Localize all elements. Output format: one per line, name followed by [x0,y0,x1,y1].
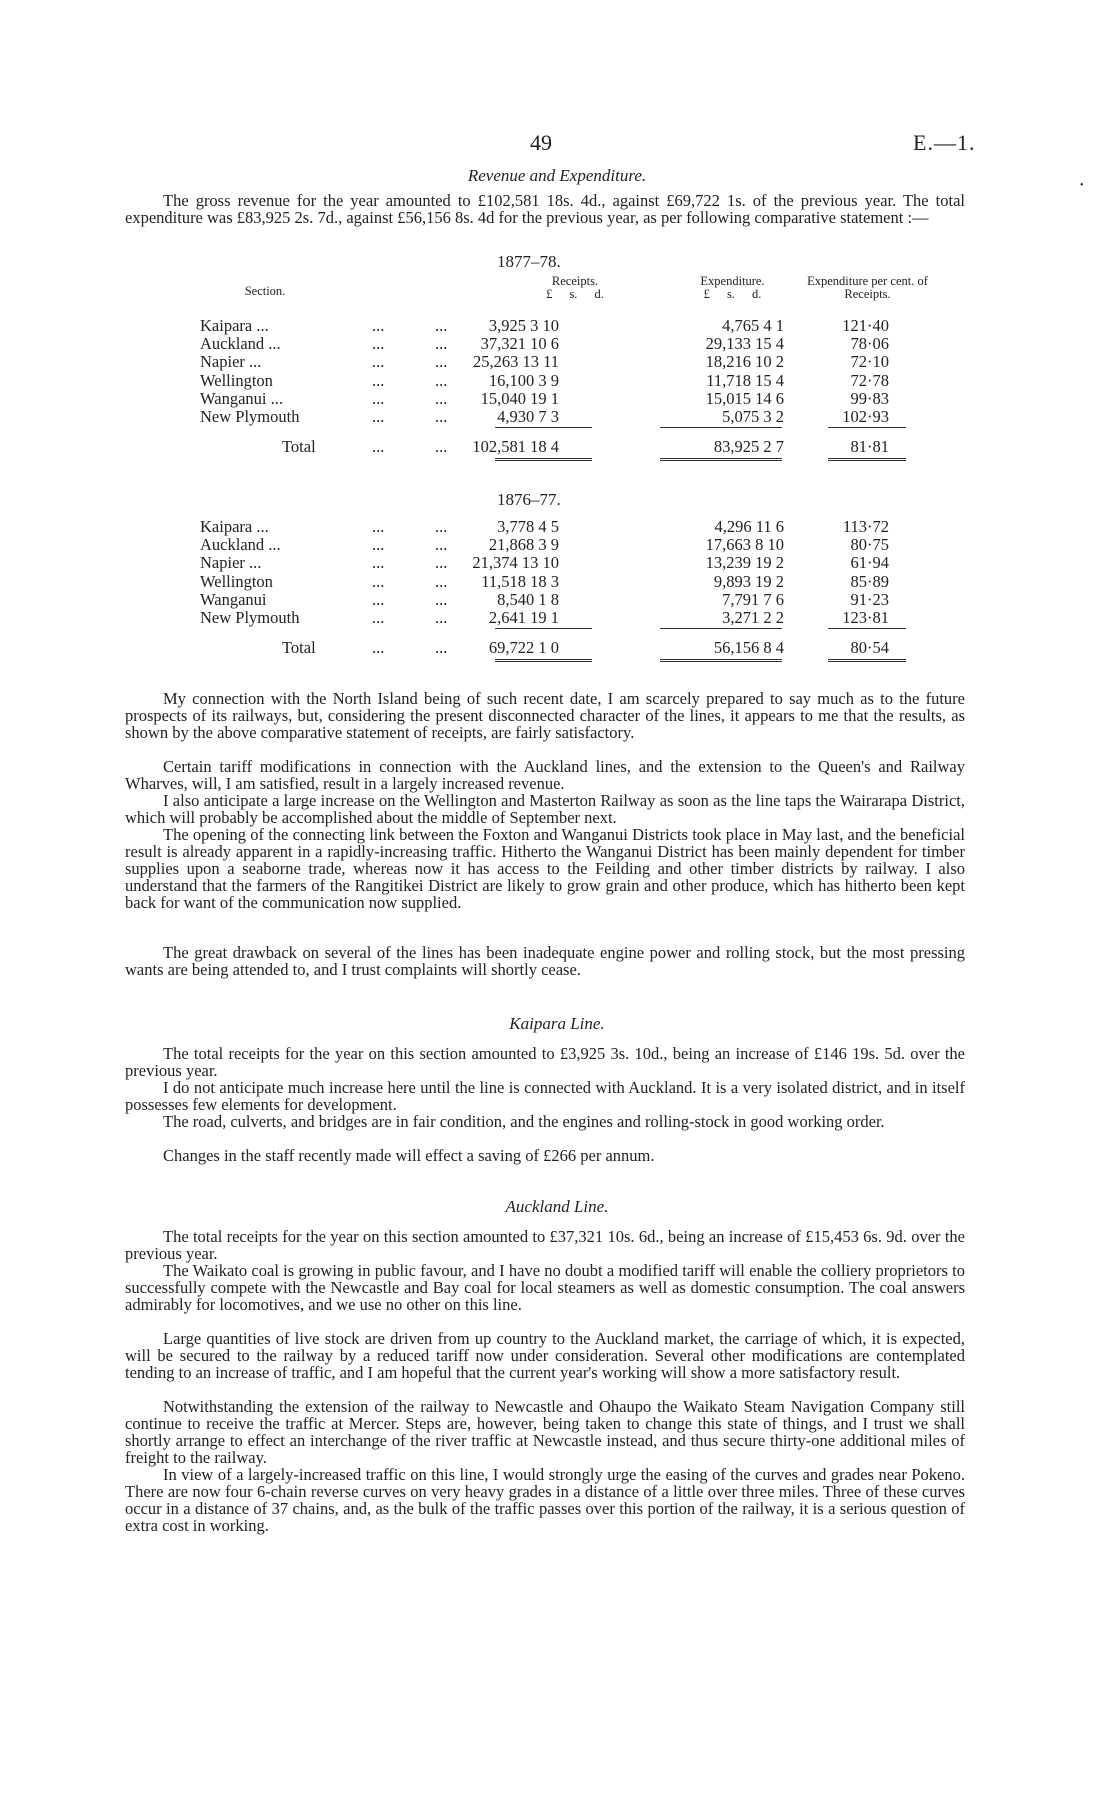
revenue-intro-paragraph: The gross revenue for the year amounted to £102,581 18s. 4d., against £69,722 1s. of the previous year. The total expenditure was £83,925 2s. 7d., against £56,156 8s. 4d for the previous year, as per following comparative statement :— [125,191,965,227]
leader-dots: ... [372,437,385,457]
section-name: New Plymouth [200,407,300,426]
margin-mark: • [1080,180,1084,191]
y1877-table-row [0,371,1114,388]
total-rule [660,659,782,662]
leader-dots: ... [435,571,448,591]
leader-dots: ... [372,589,385,609]
para-wellington: I also anticipate a large increase on the Wellington and Masterton Railway as soon as the line taps the Wairarapa District, which will probably be accomplished about the middle of September next. [125,791,965,827]
percent-value: 72·78 [850,370,889,390]
para-tariff: Certain tariff modifications in connection with the Auckland lines, and the extension to the Queen's and Railway Wharves, will, I am satisfied, result in a largely increased revenue. [125,757,965,793]
expenditure-value: 17,663 8 10 [705,535,784,555]
total-label: Total [282,437,316,457]
receipts-value: 21,374 13 10 [472,553,559,573]
section-name: Napier ... [200,553,262,573]
expenditure-value: 15,015 14 6 [705,388,784,408]
col-receipts-header: Receipts. £ s. d. [546,274,604,301]
kaipara-para-increase: I do not anticipate much increase here until the line is connected with Auckland. It is a very isolated district, and in itself possesses few elements for development. [125,1078,965,1114]
y1877-table-row [0,316,1114,333]
percent-value: 121·40 [842,316,889,335]
kaipara-para-staff: Changes in the staff recently made will effect a saving of £266 per annum. [163,1146,655,1165]
total-receipts: 102,581 18 4 [472,437,559,457]
percent-value: 80·75 [850,535,889,555]
receipts-value: 25,263 13 11 [472,352,559,372]
receipts-value: 21,868 3 9 [488,535,559,555]
expenditure-value: 13,239 19 2 [705,553,784,573]
auckland-para-curves: In view of a largely-increased traffic on this line, I would strongly urge the easing of the curves and grades near Pokeno. There are now four 6-chain reverse curves on very heavy grades in a distance of a little over three miles. Three of these curves occur in a distance of 37 chains, and, as the bulk of the traffic passes over this portion of the railway, it is a serious question of extra cost in working. [125,1465,965,1535]
section-name: Wanganui [200,589,267,609]
year-heading-1876: 1876–77. [497,490,561,509]
total-rule [660,458,782,461]
total-expenditure: 56,156 8 4 [713,638,784,658]
section-name: Kaipara ... [200,316,269,335]
y1877-table-row [0,334,1114,354]
revenue-heading: Revenue and Expenditure. [467,166,647,185]
leader-dots: ... [372,608,385,627]
total-label: Total [282,638,316,658]
leader-dots: ... [372,370,385,390]
sum-rule [495,427,592,428]
leader-dots: ... [435,407,448,426]
col-percent-header: Expenditure per cent. of Receipts. [807,274,928,301]
sum-rule [828,628,906,629]
total-rule [828,659,906,662]
expenditure-value: 7,791 7 6 [722,589,784,609]
receipts-value: 11,518 18 3 [481,571,559,591]
total-rule [495,659,592,662]
leader-dots: ... [435,437,448,457]
leader-dots: ... [372,638,385,658]
page-number: 49 [530,130,552,155]
leader-dots: ... [435,370,448,390]
receipts-value: 2,641 19 1 [488,608,559,627]
section-name: Auckland ... [200,334,281,354]
leader-dots: ... [372,352,385,372]
leader-dots: ... [435,334,448,354]
leader-dots: ... [372,535,385,555]
y1876-table-row [0,535,1114,555]
total-expenditure: 83,925 2 7 [713,437,784,457]
leader-dots: ... [372,553,385,573]
percent-value: 85·89 [850,571,889,591]
section-name: Napier ... [200,352,262,372]
expenditure-value: 9,893 19 2 [713,571,784,591]
y1877-table-row [0,352,1114,372]
receipts-value: 4,930 7 3 [497,407,559,426]
total-percent: 81·81 [850,437,889,457]
para-drawback: The great drawback on several of the lines has been inadequate engine power and rolling stock, but the most pressing wants are being attended to, and I trust complaints will shortly cease. [125,943,965,979]
auckland-para-navigation: Notwithstanding the extension of the railway to Newcastle and Ohaupo the Waikato Steam Navigation Company still continue to receive the traffic at Mercer. Steps are, however, being taken to change this state of things, and I trust we shall shortly arrange to effect an interchange of the river traffic at Newcastle instead, and thus secure thirty-one additional miles of freight to the railway. [125,1397,965,1467]
total-rule [495,458,592,461]
section-name: Wellington [200,571,273,591]
leader-dots: ... [435,608,448,627]
sum-rule [495,628,592,629]
leader-dots: ... [372,517,385,536]
leader-dots: ... [435,316,448,335]
leader-dots: ... [435,638,448,658]
para-connection: My connection with the North Island being of such recent date, I am scarcely prepared to say much as to the future prospects of its railways, but, considering the present disconnected character of the lines, it appears to me that the results, as shown by the above comparative statement of receipts, are fairly satisfactory. [125,689,965,742]
section-name: Wellington [200,370,273,390]
leader-dots: ... [435,388,448,408]
percent-value: 78·06 [850,334,889,354]
section-name: Auckland ... [200,535,281,555]
leader-dots: ... [372,388,385,408]
leader-dots: ... [435,553,448,573]
receipts-value: 3,778 4 5 [497,517,559,536]
section-name: New Plymouth [200,608,300,627]
percent-value: 99·83 [850,388,889,408]
total-percent: 80·54 [850,638,889,658]
expenditure-value: 18,216 10 2 [705,352,784,372]
percent-value: 61·94 [850,553,889,573]
col-expenditure-header: Expenditure. £ s. d. [700,274,765,301]
receipts-value: 16,100 3 9 [488,370,559,390]
total-receipts: 69,722 1 0 [488,638,559,658]
percent-value: 113·72 [842,517,889,536]
section-name: Wanganui ... [200,388,283,408]
document-reference: E.—1. [913,130,976,155]
leader-dots: ... [372,334,385,354]
sum-rule [828,427,906,428]
expenditure-value: 4,765 4 1 [722,316,784,335]
percent-value: 123·81 [842,608,889,627]
expenditure-value: 29,133 15 4 [705,334,784,354]
kaipara-para-condition: The road, culverts, and bridges are in fair condition, and the engines and rolling-stock in good working order. [163,1112,885,1131]
y1877-table-row [0,389,1114,406]
y1876-table-row [0,553,1114,573]
section-name: Kaipara ... [200,517,269,536]
percent-value: 72·10 [850,352,889,372]
leader-dots: ... [435,352,448,372]
col-section-header: Section. [244,284,286,298]
expenditure-value: 4,296 11 6 [714,517,784,536]
auckland-para-receipts: The total receipts for the year on this section amounted to £37,321 10s. 6d., being an increase of £15,453 6s. 9d. over the previous year. [125,1227,965,1263]
receipts-value: 37,321 10 6 [480,334,559,354]
leader-dots: ... [372,407,385,426]
para-foxton: The opening of the connecting link between the Foxton and Wanganui Districts took place in May last, and the beneficial result is already apparent in a rapidly-increasing traffic. Hitherto the Wanganui District has been mainly dependent for timber supplies upon a seaborne trade, whereas now it has access to the Feilding and other timber districts by railway. I also understand that the farmers of the Rangitikei District are likely to grow grain and other produce, which has hitherto been kept back for want of the communication now supplied. [125,825,965,912]
auckland-para-coal: The Waikato coal is growing in public favour, and I have no doubt a modified tariff will enable the colliery proprietors to successfully compete with the Newcastle and Bay coal for local steamers as well as domestic consumption. The coal answers admirably for locomotives, and we use no other on this line. [125,1261,965,1314]
y1876-table-row [0,572,1114,589]
y1876-table-row [0,590,1114,607]
year-heading-1877: 1877–78. [497,252,561,271]
y1877-total-row [0,437,1114,457]
sum-rule [660,628,782,629]
percent-value: 91·23 [850,589,889,609]
receipts-value: 8,540 1 8 [497,589,559,609]
leader-dots: ... [435,589,448,609]
leader-dots: ... [372,571,385,591]
auckland-heading: Auckland Line. [505,1197,609,1216]
total-rule [828,458,906,461]
kaipara-para-receipts: The total receipts for the year on this section amounted to £3,925 3s. 10d., being an increase of £146 19s. 5d. over the previous year. [125,1044,965,1080]
auckland-para-livestock: Large quantities of live stock are driven from up country to the Auckland market, the carriage of which, it is expected, will be secured to the railway by a reduced tariff now under consideration. Several other modifications are contemplated tending to an increase of traffic, and I am hopeful that the current year's working will show a more satisfactory result. [125,1329,965,1382]
leader-dots: ... [435,535,448,555]
kaipara-heading: Kaipara Line. [509,1014,605,1033]
expenditure-value: 5,075 3 2 [722,407,784,426]
leader-dots: ... [435,517,448,536]
expenditure-value: 3,271 2 2 [722,608,784,627]
y1876-total-row [0,638,1114,658]
sum-rule [660,427,782,428]
receipts-value: 3,925 3 10 [488,316,559,335]
y1877-table-row [0,407,1114,424]
percent-value: 102·93 [842,407,889,426]
leader-dots: ... [372,316,385,335]
receipts-value: 15,040 19 1 [480,388,559,408]
y1876-table-row [0,608,1114,625]
expenditure-value: 11,718 15 4 [706,370,784,390]
y1876-table-row [0,517,1114,534]
